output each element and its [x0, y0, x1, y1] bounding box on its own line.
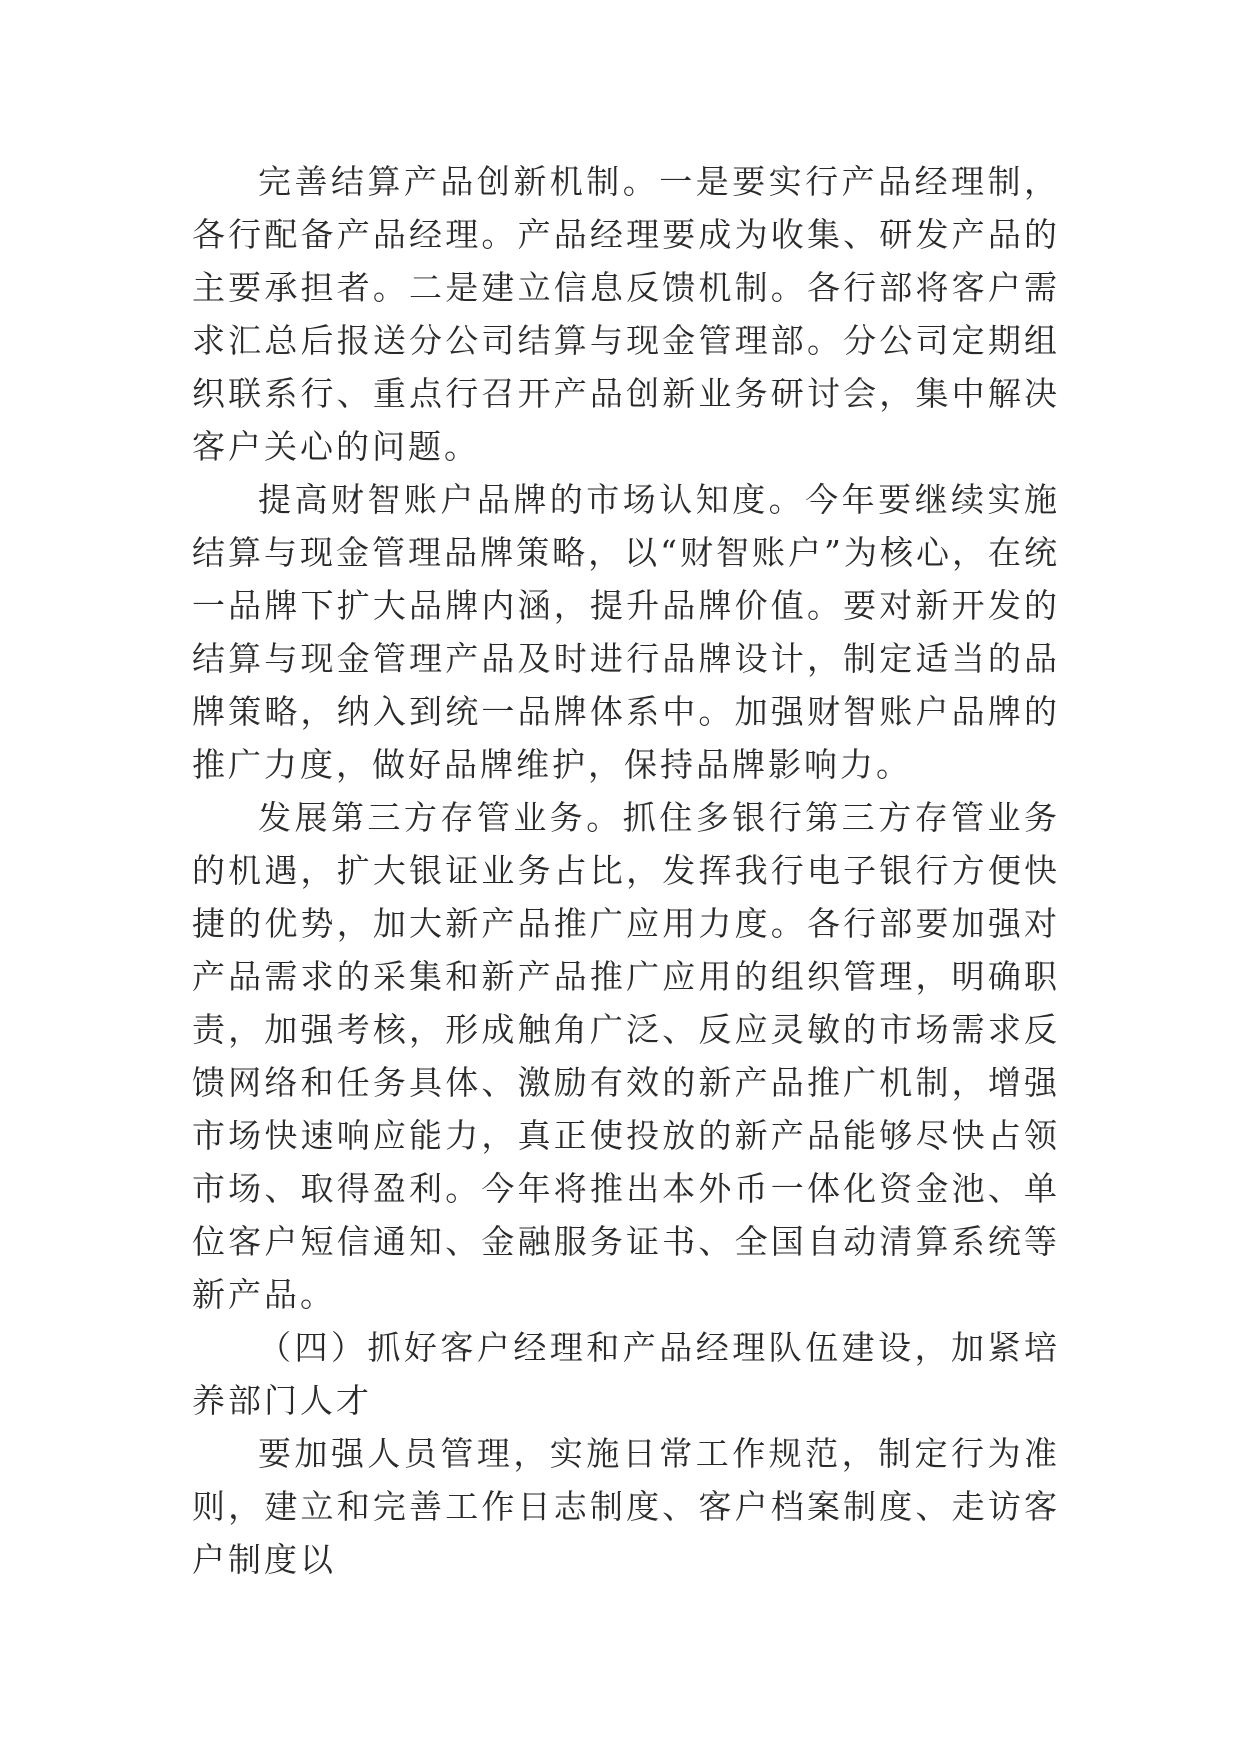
paragraph-staff-management: 要加强人员管理，实施日常工作规范，制定行为准则，建立和完善工作日志制度、客户档案制度、走访客户制度以	[192, 1434, 1060, 1579]
paragraph-settlement-innovation: 完善结算产品创新机制。一是要实行产品经理制，各行配备产品经理。产品经理要成为收集、研发产品的主要承担者。二是建立信息反馈机制。各行部将客户需求汇总后报送分公司结算与现金管理部。分公司定期组织联系行、重点行召开产品创新业务研讨会，集中解决客户关心的问题。	[192, 162, 1060, 466]
paragraph-brand-awareness: 提高财智账户品牌的市场认知度。今年要继续实施结算与现金管理品牌策略，以“财智账户”为核心，在统一品牌下扩大品牌内涵，提升品牌价值。要对新开发的结算与现金管理产品及时进行品牌设计，制定适当的品牌策略，纳入到统一品牌体系中。加强财智账户品牌的推广力度，做好品牌维护，保持品牌影响力。	[192, 480, 1060, 784]
paragraph-third-party-custody: 发展第三方存管业务。抓住多银行第三方存管业务的机遇，扩大银证业务占比，发挥我行电子银行方便快捷的优势，加大新产品推广应用力度。各行部要加强对产品需求的采集和新产品推广应用的组织管理，明确职责，加强考核，形成触角广泛、反应灵敏的市场需求反馈网络和任务具体、激励有效的新产品推广机制，增强市场快速响应能力，真正使投放的新产品能够尽快占领市场、取得盈利。今年将推出本外币一体化资金池、单位客户短信通知、金融服务证书、全国自动清算系统等新产品。	[192, 798, 1060, 1314]
section-heading: （四）抓好客户经理和产品经理队伍建设，加紧培养部门人才	[192, 1328, 1060, 1420]
document-body	[192, 155, 1060, 1586]
